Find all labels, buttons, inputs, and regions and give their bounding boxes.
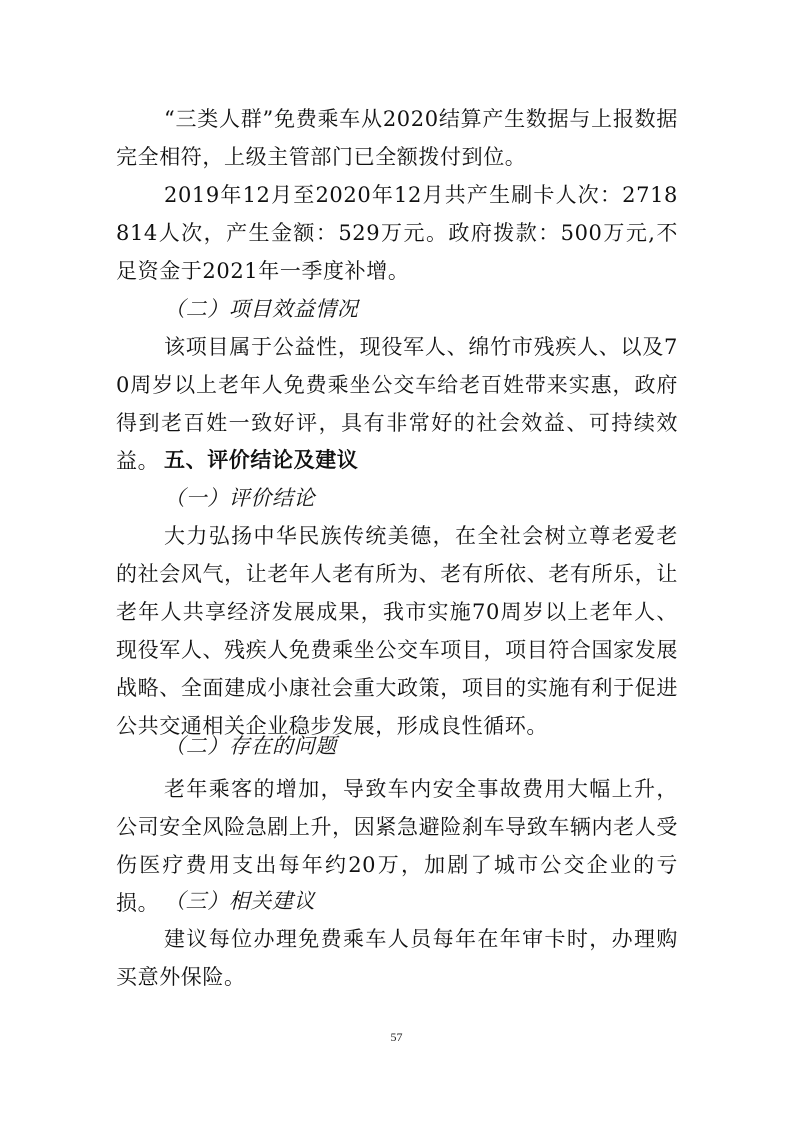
heading-related-suggestions: （三）相关建议 xyxy=(164,889,316,913)
heading-evaluation-conclusion: （一）评价结论 xyxy=(164,486,316,510)
paragraph-existing-problems: 老年乘客的增加，导致车内安全事故费用大幅上升，公司安全风险急剧上升，因紧急避险刹车导致车辆内老人受伤医疗费用支出每年约20万，加剧了城市公交企业的亏损。 xyxy=(116,777,678,915)
paragraph-settlement-data: “三类人群”免费乘车从2020结算产生数据与上报数据完全相符，上级主管部门已全额拨付到位。 xyxy=(116,107,678,169)
page-number: 57 xyxy=(390,1030,403,1044)
heading-section-five: 五、评价结论及建议 xyxy=(164,448,359,472)
heading-existing-problems: （二）存在的问题 xyxy=(164,734,337,758)
heading-project-benefits: （二）项目效益情况 xyxy=(164,297,359,321)
paragraph-evaluation-conclusion: 大力弘扬中华民族传统美德，在全社会树立尊老爱老的社会风气，让老年人老有所为、老有所依、老有所乐，让老年人共享经济发展成果，我市实施70周岁以上老年人、现役军人、残疾人免费乘坐公交车项目，项目符合国家发展战略、全面建成小康社会重大政策，项目的实施有利于促进公共交通相关企业稳步发展，形成良性循环。 xyxy=(116,524,678,738)
paragraph-related-suggestions: 建议每位办理免费乘车人员每年在年审卡时，办理购买意外保险。 xyxy=(116,927,678,989)
paragraph-ridership-amount: 2019年12月至2020年12月共产生刷卡人次：2718814人次，产生金额：529万元。政府拨款：500万元,不足资金于2021年一季度补增。 xyxy=(116,183,678,283)
paragraph-project-benefits: 该项目属于公益性，现役军人、绵竹市残疾人、以及70周岁以上老年人免费乘坐公交车给老百姓带来实惠，政府得到老百姓一致好评，具有非常好的社会效益、可持续效益。 xyxy=(116,335,678,473)
